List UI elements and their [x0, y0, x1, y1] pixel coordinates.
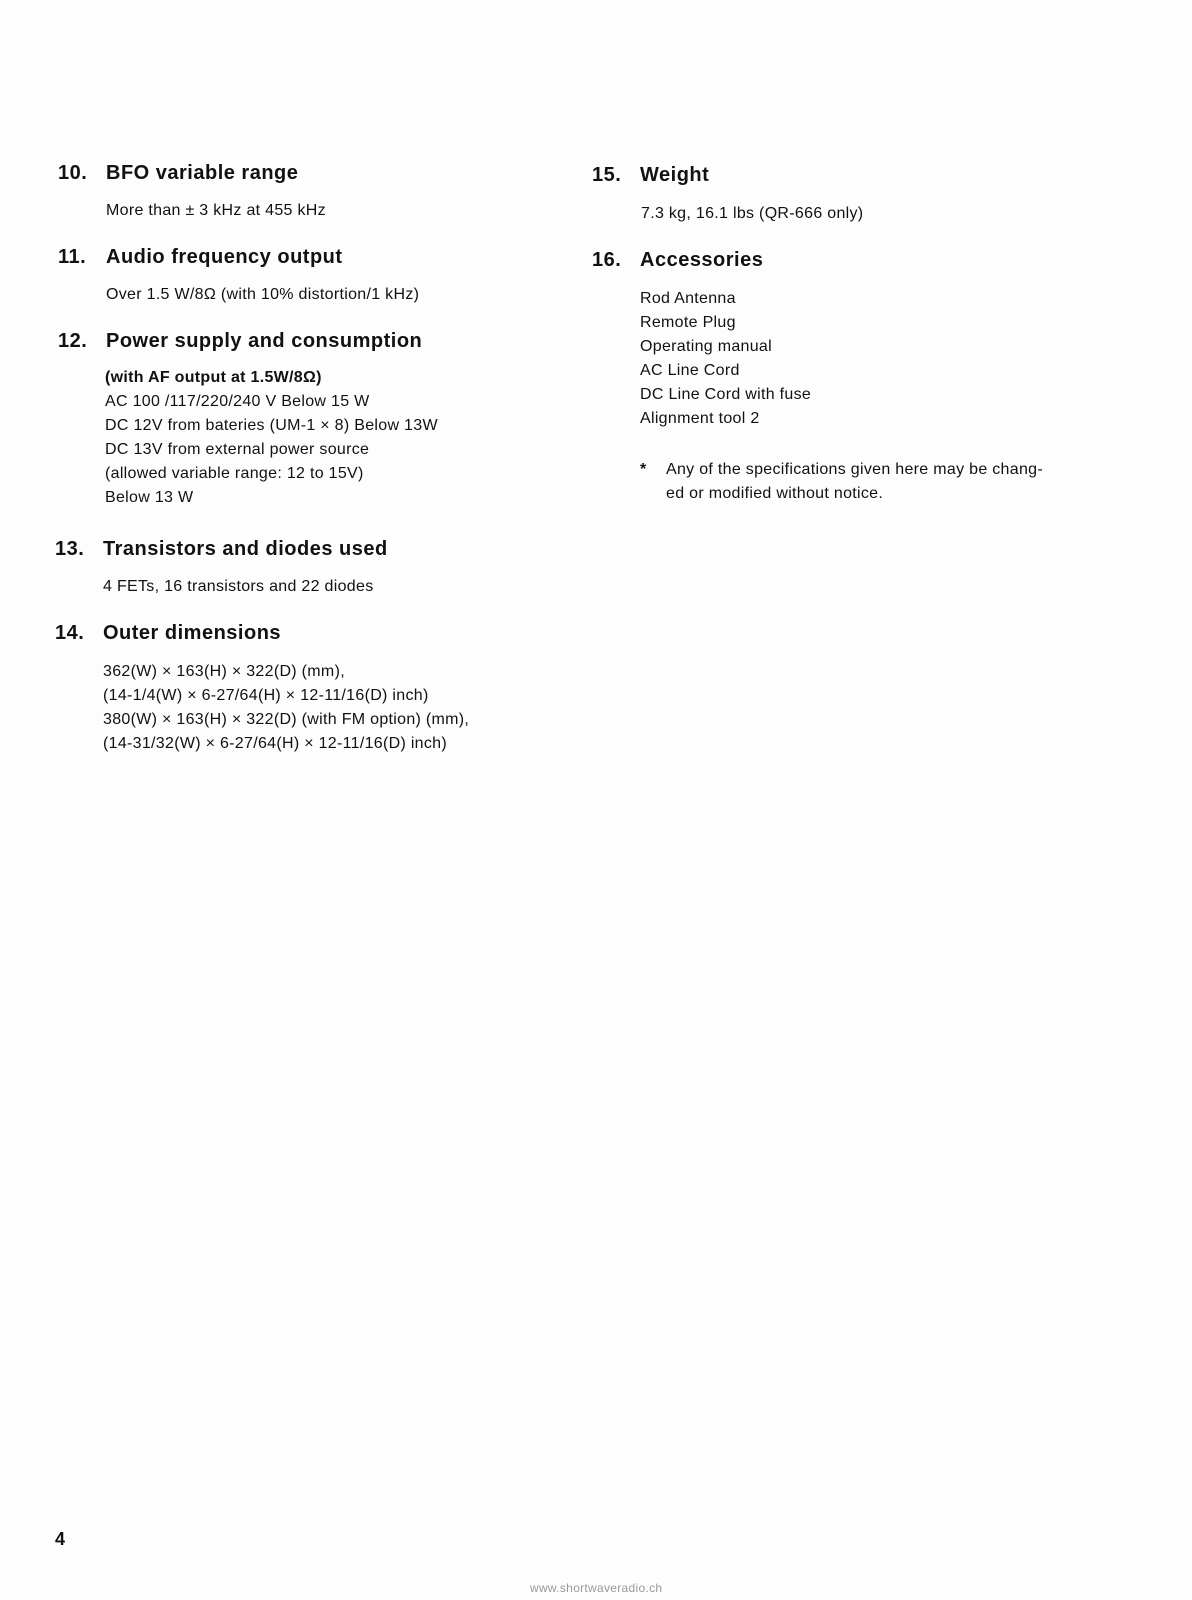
section-14-heading: [55, 622, 281, 645]
accessory-item: AC Line Cord: [640, 362, 740, 379]
section-12-title: Power supply and consumption: [106, 330, 423, 352]
section-14-number: 14.: [55, 622, 85, 644]
note-line: ed or modified without notice.: [666, 485, 884, 502]
asterisk-icon: *: [640, 461, 647, 478]
section-14-title: Outer dimensions: [103, 622, 282, 644]
section-11-line: Over 1.5 W/8Ω (with 10% distortion/1 kHz): [106, 286, 420, 303]
section-12-line: DC 12V from bateries (UM-1 × 8) Below 13W: [105, 417, 438, 434]
section-14-line: (14-31/32(W) × 6-27/64(H) × 12-11/16(D) inch): [103, 735, 448, 752]
section-15-title: Weight: [640, 164, 710, 186]
section-16-title: Accessories: [640, 249, 764, 271]
section-11-title: Audio frequency output: [106, 246, 343, 268]
section-13-heading: [55, 538, 388, 561]
section-13-line: 4 FETs, 16 transistors and 22 diodes: [103, 578, 374, 595]
section-16-heading: [592, 249, 763, 272]
note-line: Any of the specifications given here may be chang-: [666, 461, 1043, 478]
section-12-body: [105, 366, 438, 510]
section-11-body: [106, 283, 419, 307]
section-14-line: 380(W) × 163(H) × 322(D) (with FM option) (mm),: [103, 711, 470, 728]
section-15-number: 15.: [592, 164, 622, 186]
section-11-number: 11.: [58, 246, 87, 268]
section-15-heading: [592, 164, 709, 187]
section-16-number: 16.: [592, 249, 622, 271]
section-13-body: [103, 575, 374, 599]
accessory-item: Alignment tool 2: [640, 410, 760, 427]
accessory-item: Remote Plug: [640, 314, 736, 331]
section-10-title: BFO variable range: [106, 162, 299, 184]
specification-note: [640, 458, 1043, 506]
section-12-line: Below 13 W: [105, 489, 194, 506]
section-14-line: 362(W) × 163(H) × 322(D) (mm),: [103, 663, 345, 680]
section-14-line: (14-1/4(W) × 6-27/64(H) × 12-11/16(D) inch): [103, 687, 429, 704]
section-12-line: (allowed variable range: 12 to 15V): [105, 465, 364, 482]
section-11-heading: [58, 246, 343, 269]
section-10-heading: [58, 162, 298, 185]
section-13-title: Transistors and diodes used: [103, 538, 388, 560]
section-12-subhead: (with AF output at 1.5W/8Ω): [105, 369, 322, 386]
accessory-item: Operating manual: [640, 338, 772, 355]
section-12-number: 12.: [58, 330, 88, 352]
section-12-line: AC 100 /117/220/240 V Below 15 W: [105, 393, 370, 410]
section-10-body: [106, 199, 326, 223]
section-12-heading: [58, 330, 422, 353]
watermark: www.shortwaveradio.ch: [530, 1581, 663, 1595]
section-16-body: [640, 287, 811, 431]
section-12-line: DC 13V from external power source: [105, 441, 370, 458]
section-13-number: 13.: [55, 538, 85, 560]
section-10-line: More than ± 3 kHz at 455 kHz: [106, 202, 326, 219]
section-15-body: [641, 202, 863, 226]
section-14-body: [103, 660, 469, 756]
accessory-item: DC Line Cord with fuse: [640, 386, 812, 403]
accessory-item: Rod Antenna: [640, 290, 736, 307]
section-15-line: 7.3 kg, 16.1 lbs (QR-666 only): [641, 205, 864, 222]
section-10-number: 10.: [58, 162, 88, 184]
page-number: 4: [55, 1529, 66, 1549]
